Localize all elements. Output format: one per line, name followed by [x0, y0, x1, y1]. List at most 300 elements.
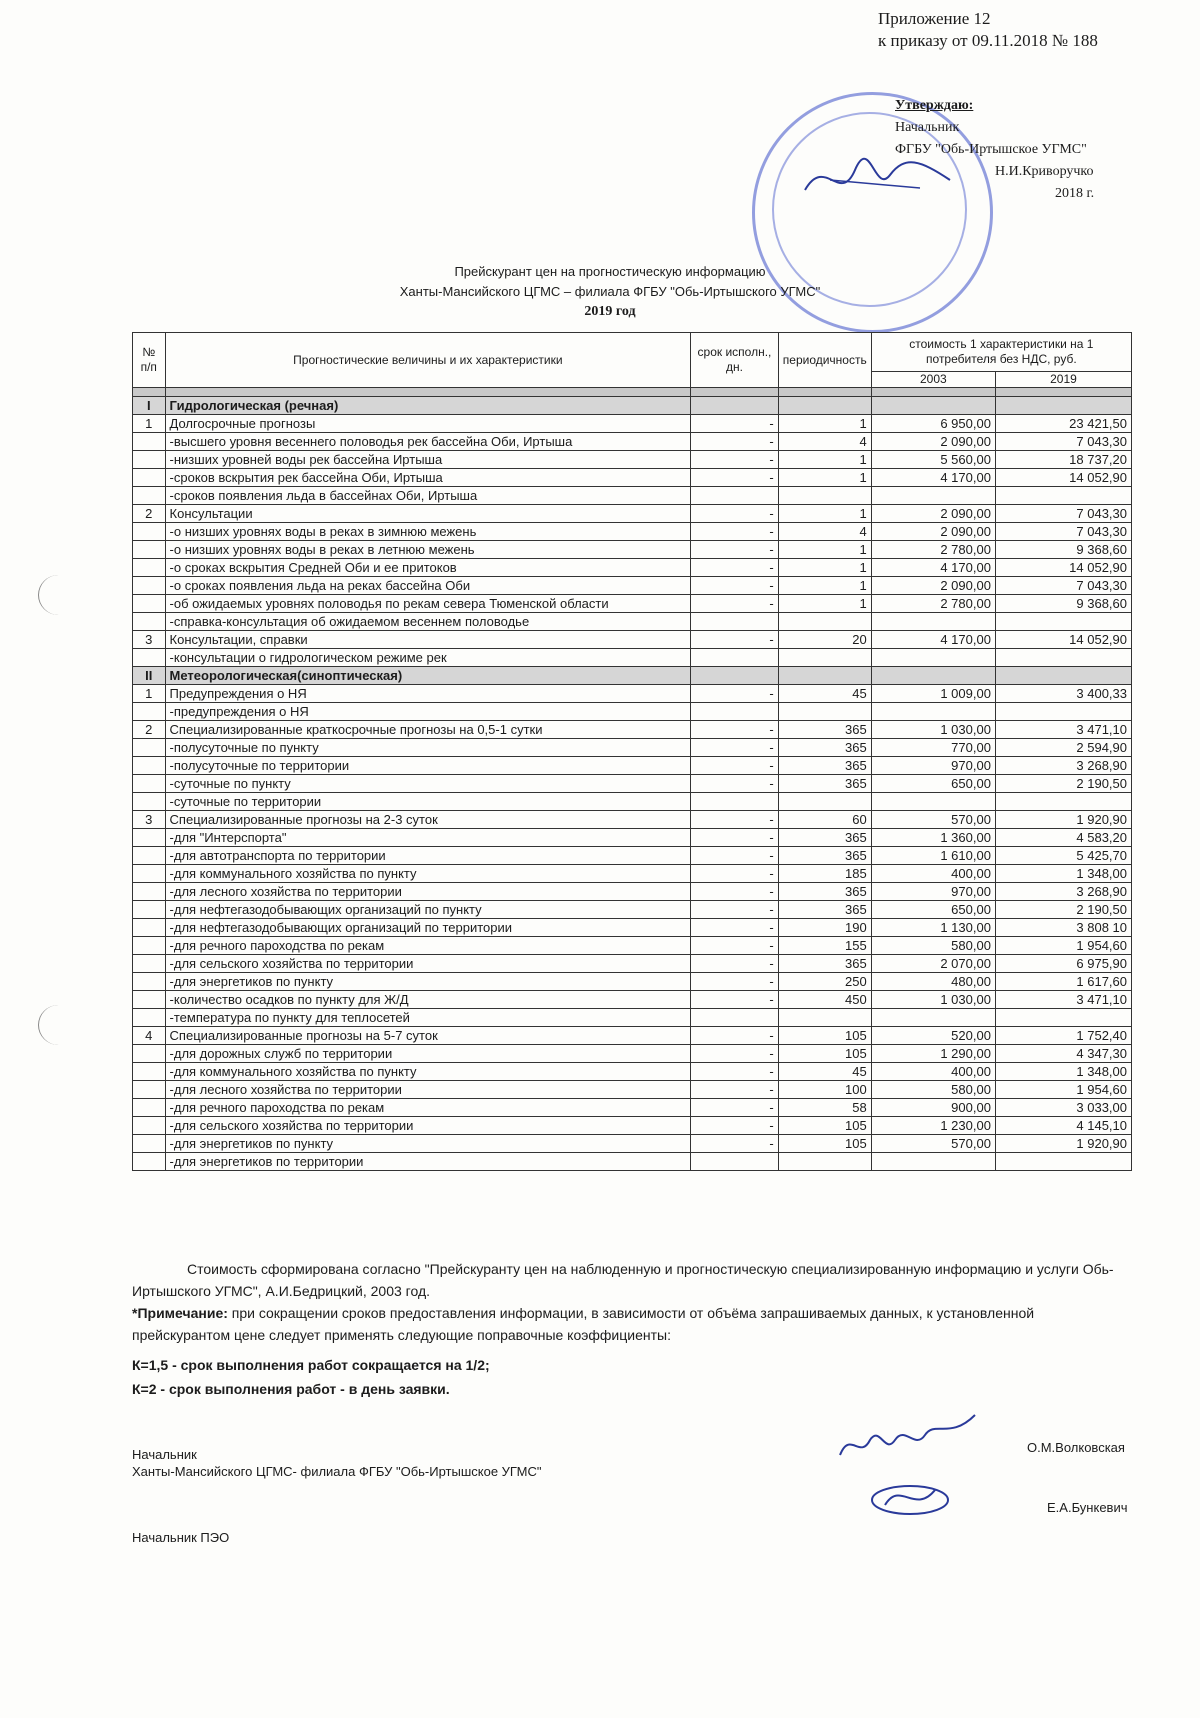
row-price-2003: 1 230,00	[871, 1117, 995, 1135]
row-name: -суточные по пункту	[165, 775, 691, 793]
row-price-2003: 480,00	[871, 973, 995, 991]
row-period: 365	[778, 739, 871, 757]
row-price-2019: 1 920,90	[995, 1135, 1131, 1153]
row-name: -высшего уровня весеннего половодья рек бассейна Оби, Иртыша	[165, 433, 691, 451]
row-term	[691, 793, 779, 811]
table-row	[133, 523, 1132, 541]
row-price-2003: 1 610,00	[871, 847, 995, 865]
row-name: -полусуточные по территории	[165, 757, 691, 775]
row-name: -для лесного хозяйства по территории	[165, 1081, 691, 1099]
chief-title-1: Начальник	[132, 1447, 197, 1462]
row-name: -температура по пункту для теплосетей	[165, 1009, 691, 1027]
appendix-reference	[878, 8, 1098, 52]
row-term: -	[691, 469, 779, 487]
row-num: II	[133, 667, 166, 685]
row-price-2019	[995, 649, 1131, 667]
row-name: Специализированные прогнозы на 2-3 суток	[165, 811, 691, 829]
row-term: -	[691, 595, 779, 613]
table-row	[133, 955, 1132, 973]
row-term: -	[691, 937, 779, 955]
header-name: Прогностические величины и их характеристики	[165, 333, 691, 388]
row-num: 3	[133, 631, 166, 649]
row-num	[133, 1117, 166, 1135]
row-price-2019: 7 043,30	[995, 577, 1131, 595]
approval-heading: Утверждаю:	[895, 98, 974, 113]
row-period: 100	[778, 1081, 871, 1099]
row-period: 1	[778, 577, 871, 595]
table-row	[133, 757, 1132, 775]
row-price-2019: 14 052,90	[995, 559, 1131, 577]
row-name: -для речного пароходства по рекам	[165, 1099, 691, 1117]
row-price-2019: 3 808 10	[995, 919, 1131, 937]
row-num: 4	[133, 1027, 166, 1045]
row-term: -	[691, 1063, 779, 1081]
row-price-2019: 3 033,00	[995, 1099, 1131, 1117]
table-row	[133, 487, 1132, 505]
row-num	[133, 883, 166, 901]
row-name: -для энергетиков по территории	[165, 1153, 691, 1171]
peo-title: Начальник ПЭО	[132, 1530, 230, 1545]
row-term: -	[691, 685, 779, 703]
row-name: -о сроках вскрытия Средней Оби и ее притоков	[165, 559, 691, 577]
row-period: 185	[778, 865, 871, 883]
row-num	[133, 937, 166, 955]
row-term: -	[691, 433, 779, 451]
empty-cell	[691, 397, 779, 415]
row-term: -	[691, 631, 779, 649]
row-num	[133, 541, 166, 559]
row-period: 45	[778, 685, 871, 703]
table-row	[133, 649, 1132, 667]
table-row	[133, 1027, 1132, 1045]
row-price-2003	[871, 703, 995, 721]
row-price-2003: 1 009,00	[871, 685, 995, 703]
row-price-2003	[871, 793, 995, 811]
note-text: при сокращении сроков предоставления информации, в зависимости от объёма запрашиваемых данных, к установленной прейскурантом цене следует применять следующие поправочные коэффициенты:	[132, 1305, 1035, 1343]
punch-hole-mark	[38, 575, 79, 615]
row-term: -	[691, 721, 779, 739]
row-num	[133, 1153, 166, 1171]
table-row	[133, 577, 1132, 595]
table-row	[133, 631, 1132, 649]
punch-hole-mark	[38, 1005, 79, 1045]
row-term	[691, 1153, 779, 1171]
row-name: Специализированные прогнозы на 5-7 суток	[165, 1027, 691, 1045]
approval-date: 2018 г.	[1055, 186, 1095, 201]
row-num: I	[133, 397, 166, 415]
row-period: 1	[778, 505, 871, 523]
row-period: 4	[778, 523, 871, 541]
row-num	[133, 577, 166, 595]
row-num	[133, 829, 166, 847]
row-num	[133, 595, 166, 613]
row-num	[133, 991, 166, 1009]
row-price-2003: 770,00	[871, 739, 995, 757]
row-name: -количество осадков по пункту для Ж/Д	[165, 991, 691, 1009]
row-name: Долгосрочные прогнозы	[165, 415, 691, 433]
table-row	[133, 703, 1132, 721]
table-row	[133, 883, 1132, 901]
row-period: 365	[778, 757, 871, 775]
table-row	[133, 991, 1132, 1009]
chief-signature-block	[132, 1446, 542, 1480]
row-price-2003: 650,00	[871, 775, 995, 793]
row-num	[133, 775, 166, 793]
row-price-2003: 1 290,00	[871, 1045, 995, 1063]
row-period: 365	[778, 901, 871, 919]
row-name: -низших уровней воды рек бассейна Иртыша	[165, 451, 691, 469]
row-price-2019: 2 594,90	[995, 739, 1131, 757]
row-price-2003: 570,00	[871, 1135, 995, 1153]
row-price-2003	[871, 649, 995, 667]
row-term: -	[691, 1117, 779, 1135]
row-term	[691, 487, 779, 505]
table-row	[133, 1081, 1132, 1099]
row-period	[778, 649, 871, 667]
coefficient-k2: К=2 - срок выполнения работ - в день заявки.	[132, 1381, 450, 1397]
row-num	[133, 1009, 166, 1027]
row-name: -для нефтегазодобывающих организаций по территории	[165, 919, 691, 937]
row-price-2003	[871, 1153, 995, 1171]
row-period: 105	[778, 1045, 871, 1063]
correction-note	[132, 1302, 1122, 1346]
row-price-2003: 4 170,00	[871, 631, 995, 649]
row-term: -	[691, 883, 779, 901]
empty-cell	[995, 397, 1131, 415]
row-term	[691, 649, 779, 667]
row-price-2003: 2 780,00	[871, 541, 995, 559]
row-price-2019: 18 737,20	[995, 451, 1131, 469]
row-name: -справка-консультация об ожидаемом весеннем половодье	[165, 613, 691, 631]
row-price-2019: 14 052,90	[995, 631, 1131, 649]
row-period: 365	[778, 883, 871, 901]
table-row	[133, 721, 1132, 739]
row-term: -	[691, 577, 779, 595]
row-term: -	[691, 811, 779, 829]
chief-name: О.М.Волковская	[1027, 1440, 1125, 1455]
row-price-2019: 1 617,60	[995, 973, 1131, 991]
row-price-2019: 2 190,50	[995, 901, 1131, 919]
row-price-2003	[871, 1009, 995, 1027]
row-price-2019: 7 043,30	[995, 505, 1131, 523]
row-period	[778, 793, 871, 811]
empty-cell	[778, 397, 871, 415]
row-price-2019	[995, 1153, 1131, 1171]
title-year: 2019 год	[584, 304, 636, 319]
row-name: Консультации	[165, 505, 691, 523]
row-name: -для автотранспорта по территории	[165, 847, 691, 865]
peo-name: Е.А.Бункевич	[1047, 1500, 1128, 1515]
chief-title-2: Ханты-Мансийского ЦГМС- филиала ФГБУ "Обь-Иртышское УГМС"	[132, 1464, 542, 1479]
row-term: -	[691, 757, 779, 775]
row-price-2019: 7 043,30	[995, 433, 1131, 451]
row-period: 365	[778, 721, 871, 739]
row-name: -для сельского хозяйства по территории	[165, 1117, 691, 1135]
row-period: 1	[778, 541, 871, 559]
table-row	[133, 559, 1132, 577]
table-row	[133, 505, 1132, 523]
row-name: -для лесного хозяйства по территории	[165, 883, 691, 901]
row-term: -	[691, 865, 779, 883]
row-price-2019: 1 954,60	[995, 1081, 1131, 1099]
appendix-line-1: Приложение 12	[878, 9, 991, 28]
row-num: 2	[133, 721, 166, 739]
empty-cell	[871, 397, 995, 415]
row-term: -	[691, 955, 779, 973]
row-term: -	[691, 1135, 779, 1153]
approval-block	[895, 95, 1094, 205]
row-name: -суточные по территории	[165, 793, 691, 811]
row-period: 365	[778, 955, 871, 973]
row-name: -консультации о гидрологическом режиме рек	[165, 649, 691, 667]
row-term: -	[691, 973, 779, 991]
table-row	[133, 613, 1132, 631]
row-period	[778, 1009, 871, 1027]
row-price-2003: 1 130,00	[871, 919, 995, 937]
row-price-2019: 4 145,10	[995, 1117, 1131, 1135]
empty-cell	[778, 667, 871, 685]
row-term: -	[691, 415, 779, 433]
row-num	[133, 1099, 166, 1117]
row-period: 365	[778, 775, 871, 793]
row-term: -	[691, 739, 779, 757]
document-title	[300, 262, 920, 322]
row-price-2019: 1 348,00	[995, 1063, 1131, 1081]
row-price-2003: 2 090,00	[871, 577, 995, 595]
row-num	[133, 757, 166, 775]
row-price-2019	[995, 487, 1131, 505]
row-price-2003: 970,00	[871, 883, 995, 901]
section-row	[133, 667, 1132, 685]
table-row	[133, 469, 1132, 487]
row-num	[133, 433, 166, 451]
notes-block	[132, 1258, 1122, 1400]
row-price-2019: 4 583,20	[995, 829, 1131, 847]
row-price-2019: 23 421,50	[995, 415, 1131, 433]
row-price-2003: 2 090,00	[871, 523, 995, 541]
table-row	[133, 541, 1132, 559]
row-period: 60	[778, 811, 871, 829]
header-cost: стоимость 1 характеристики на 1 потребителя без НДС, руб.	[871, 333, 1131, 372]
row-price-2019: 9 368,60	[995, 541, 1131, 559]
row-price-2019: 3 471,10	[995, 721, 1131, 739]
row-price-2019	[995, 703, 1131, 721]
row-name: -сроков вскрытия рек бассейна Оби, Иртыша	[165, 469, 691, 487]
header-2003: 2003	[871, 372, 995, 388]
row-price-2003: 520,00	[871, 1027, 995, 1045]
row-term: -	[691, 901, 779, 919]
section-title: Метеорологическая(синоптическая)	[165, 667, 691, 685]
row-price-2019: 1 752,40	[995, 1027, 1131, 1045]
row-period: 365	[778, 829, 871, 847]
row-num	[133, 865, 166, 883]
row-num: 1	[133, 415, 166, 433]
row-price-2003: 570,00	[871, 811, 995, 829]
row-price-2003: 580,00	[871, 937, 995, 955]
row-num	[133, 955, 166, 973]
row-term: -	[691, 541, 779, 559]
row-period: 105	[778, 1027, 871, 1045]
table-row	[133, 595, 1132, 613]
row-price-2019	[995, 1009, 1131, 1027]
row-term: -	[691, 847, 779, 865]
row-num	[133, 1063, 166, 1081]
cost-basis-note: Стоимость сформирована согласно "Прейскуранту цен на наблюденную и прогностическую специализированную информацию и услуги Обь-Иртышского УГМС", А.И.Бедрицкий, 2003 год.	[132, 1261, 1114, 1299]
row-price-2003: 2 070,00	[871, 955, 995, 973]
row-term: -	[691, 919, 779, 937]
table-row	[133, 1135, 1132, 1153]
row-name: -для речного пароходства по рекам	[165, 937, 691, 955]
row-name: -для сельского хозяйства по территории	[165, 955, 691, 973]
row-name: -о низших уровнях воды в реках в зимнюю межень	[165, 523, 691, 541]
section-row	[133, 397, 1132, 415]
row-price-2003: 400,00	[871, 865, 995, 883]
row-num: 2	[133, 505, 166, 523]
row-term: -	[691, 451, 779, 469]
row-num	[133, 1045, 166, 1063]
row-num: 3	[133, 811, 166, 829]
row-period	[778, 613, 871, 631]
empty-cell	[871, 667, 995, 685]
row-price-2003: 6 950,00	[871, 415, 995, 433]
row-num	[133, 973, 166, 991]
row-period	[778, 1153, 871, 1171]
row-num: 1	[133, 685, 166, 703]
title-line-2: Ханты-Мансийского ЦГМС – филиала ФГБУ "Обь-Иртышского УГМС"	[399, 284, 821, 299]
row-price-2019: 9 368,60	[995, 595, 1131, 613]
table-row	[133, 919, 1132, 937]
row-name: Предупреждения о НЯ	[165, 685, 691, 703]
table-row	[133, 811, 1132, 829]
row-period: 1	[778, 415, 871, 433]
row-name: -для энергетиков по пункту	[165, 1135, 691, 1153]
empty-cell	[691, 667, 779, 685]
row-price-2003: 580,00	[871, 1081, 995, 1099]
row-num	[133, 487, 166, 505]
row-price-2019: 3 268,90	[995, 883, 1131, 901]
row-price-2003: 4 170,00	[871, 559, 995, 577]
table-row	[133, 901, 1132, 919]
row-period: 20	[778, 631, 871, 649]
header-term: срок исполн., дн.	[691, 333, 779, 388]
row-period: 105	[778, 1117, 871, 1135]
row-period: 365	[778, 847, 871, 865]
table-row	[133, 937, 1132, 955]
row-name: -полусуточные по пункту	[165, 739, 691, 757]
row-period: 155	[778, 937, 871, 955]
row-name: -об ожидаемых уровнях половодья по рекам севера Тюменской области	[165, 595, 691, 613]
row-price-2019	[995, 613, 1131, 631]
row-term: -	[691, 775, 779, 793]
table-header	[133, 333, 1132, 397]
row-name: -для коммунального хозяйства по пункту	[165, 1063, 691, 1081]
row-name: -для коммунального хозяйства по пункту	[165, 865, 691, 883]
row-num	[133, 613, 166, 631]
approval-organization: ФГБУ "Обь-Иртышское УГМС"	[895, 142, 1087, 157]
row-price-2003: 2 090,00	[871, 433, 995, 451]
row-period: 45	[778, 1063, 871, 1081]
row-name: -о сроках появления льда на реках бассейна Оби	[165, 577, 691, 595]
row-num	[133, 523, 166, 541]
row-period: 190	[778, 919, 871, 937]
row-num	[133, 793, 166, 811]
row-num	[133, 919, 166, 937]
table-row	[133, 847, 1132, 865]
row-price-2019: 1 954,60	[995, 937, 1131, 955]
row-period: 1	[778, 451, 871, 469]
row-price-2019: 5 425,70	[995, 847, 1131, 865]
table-row	[133, 1153, 1132, 1171]
row-period: 1	[778, 559, 871, 577]
row-name: Специализированные краткосрочные прогнозы на 0,5-1 сутки	[165, 721, 691, 739]
row-term: -	[691, 523, 779, 541]
row-name: -для "Интерспорта"	[165, 829, 691, 847]
row-num	[133, 469, 166, 487]
header-2019: 2019	[995, 372, 1131, 388]
row-price-2003: 1 030,00	[871, 991, 995, 1009]
row-term: -	[691, 1045, 779, 1063]
row-name: -о низших уровнях воды в реках в летнюю межень	[165, 541, 691, 559]
row-period	[778, 703, 871, 721]
row-term: -	[691, 1027, 779, 1045]
peo-signature	[865, 1475, 955, 1520]
price-table	[132, 332, 1132, 1171]
table-row	[133, 739, 1132, 757]
row-num	[133, 1081, 166, 1099]
row-period: 1	[778, 469, 871, 487]
row-price-2019: 3 268,90	[995, 757, 1131, 775]
row-price-2003: 900,00	[871, 1099, 995, 1117]
row-period: 58	[778, 1099, 871, 1117]
row-term: -	[691, 1081, 779, 1099]
table-row	[133, 793, 1132, 811]
row-term	[691, 1009, 779, 1027]
table-row	[133, 1063, 1132, 1081]
row-num	[133, 901, 166, 919]
row-price-2019: 1 920,90	[995, 811, 1131, 829]
row-period: 450	[778, 991, 871, 1009]
table-row	[133, 415, 1132, 433]
table-row	[133, 1099, 1132, 1117]
row-price-2019	[995, 793, 1131, 811]
row-price-2003: 2 090,00	[871, 505, 995, 523]
row-price-2019: 1 348,00	[995, 865, 1131, 883]
row-name: -для нефтегазодобывающих организаций по пункту	[165, 901, 691, 919]
table-row	[133, 451, 1132, 469]
row-num	[133, 703, 166, 721]
row-term: -	[691, 1099, 779, 1117]
row-num	[133, 847, 166, 865]
row-term: -	[691, 991, 779, 1009]
table-row	[133, 433, 1132, 451]
row-price-2019: 7 043,30	[995, 523, 1131, 541]
table-row	[133, 829, 1132, 847]
table-row	[133, 1045, 1132, 1063]
row-price-2003: 2 780,00	[871, 595, 995, 613]
row-price-2019: 3 400,33	[995, 685, 1131, 703]
note-label: *Примечание:	[132, 1305, 228, 1321]
row-name: Консультации, справки	[165, 631, 691, 649]
approval-position: Начальник	[895, 120, 960, 135]
row-period: 4	[778, 433, 871, 451]
row-price-2019: 6 975,90	[995, 955, 1131, 973]
row-num	[133, 1135, 166, 1153]
row-price-2019: 4 347,30	[995, 1045, 1131, 1063]
row-term: -	[691, 505, 779, 523]
header-num: № п/п	[133, 333, 166, 388]
row-num	[133, 451, 166, 469]
row-term	[691, 613, 779, 631]
